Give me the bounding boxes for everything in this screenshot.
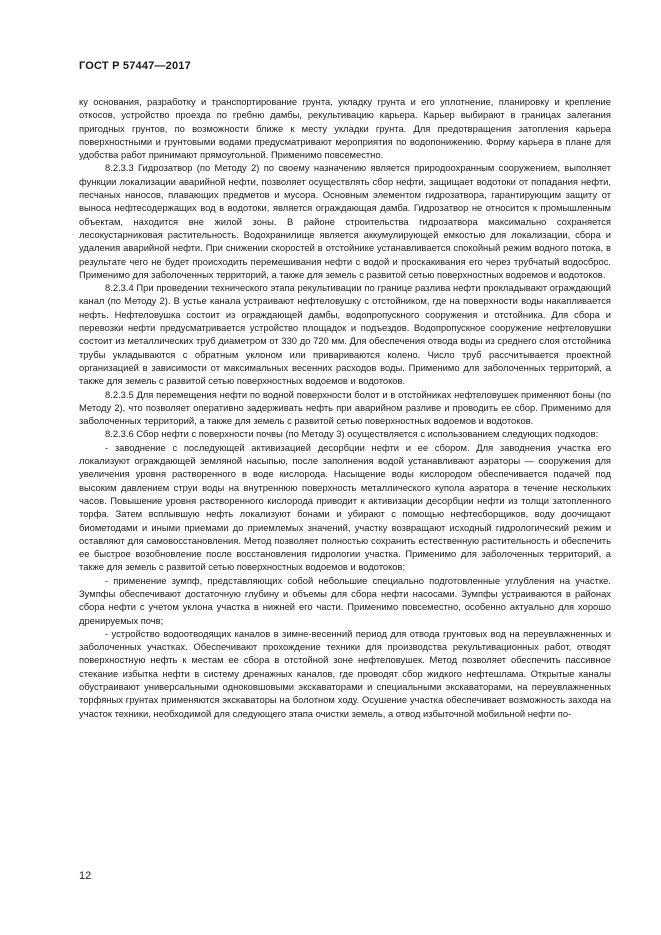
list-item-drainage-channels: - устройство водоотводящих каналов в зимне-весенний период для отвода грунтовых вод на переувлажненных и заболоченных участках. Обеспечивают прохождение техники для производства рекультивационных работ, отводят поверхностную нефть к местам ее сбора в отстойной зоне нефтеловушек. Метод позволяет обеспечить пассивное стекание избытка нефти в систему дренажных каналов, где проводят сбор жидкого нефтешлама. Открытые каналы обустраивают универсальными одноковшовыми экскаваторами и специальными экскаваторами, на переувлажненных торфяных грунтах применяются экскаваторы на болотном ходу. Осушение участка обеспечивает возможность захода на участок техники, необходимой для следующего этапа очистки земель, а отвод избыточной мобильной нефти по- <box>79 627 611 719</box>
document-body <box>79 95 611 720</box>
document-standard-number: ГОСТ Р 57447—2017 <box>79 60 191 72</box>
paragraph-8-2-3-5: 8.2.3.5 Для перемещения нефти по водной поверхности болот и в отстойниках нефтеловушек применяют боны (по Методу 2), что позволяет оперативно задерживать нефть при аварийном разливе и проводить ее сбор. Применимо для заболоченных территорий, а также для земель с развитой сетью поверхностных водоемов и водотоков. <box>79 388 611 427</box>
paragraph-continuation: ку основания, разработку и транспортирование грунта, укладку грунта и его уплотнение, планировку и крепление откосов, устройство проезда по гребню дамбы, рекультивацию карьера. Карьер выбирают в границах залегания пригодных грунтов, по возможности ближе к месту укладки грунта. Для предотвращения затопления карьера поверхностными и грунтовыми водами предусматривают мероприятия по водопонижению. Форму карьера в плане для удобства работ принимают прямоугольной. Применимо повсеместно. <box>79 96 611 161</box>
paragraph-8-2-3-4: 8.2.3.4 При проведении технического этапа рекультивации по границе разлива нефти прокладывают ограждающий канал (по Методу 2). В устье канала устраивают нефтеловушку с отстойником, где на поверхности воды накапливается нефть. Нефтеловушка состоит из ограждающей дамбы, водопропускного сооружения и отстойника. Для сбора и перевозки нефти предусматривается устройство площадок и подъездов. Водопропускное сооружение нефтеловушки состоит из металлических труб диаметром от 330 до 720 мм. Для обеспечения отвода воды из среднего слоя отстойника трубы укладываются с обратным уклоном или привариваются колено. Число труб рассчитывается проектной организацией в зависимости от максимальных весенних расходов воды. Применимо для заболоченных территорий, а также для земель с развитой сетью поверхностных водоемов и водотоков. <box>79 282 611 387</box>
page-number: 12 <box>79 870 92 882</box>
list-item-sumps: - применение зумпф, представляющих собой небольшие специально подготовленные углубления на участке. Зумпфы обеспечивают достаточную глубину и объемы для сбора нефти насосами. Зумпфы устраиваются в районах сбора нефти с учетом уклона участка в нижней его части. Применимо повсеместно, особенно актуально для хорошо дренируемых почв; <box>79 574 611 626</box>
list-item-flooding: - заводнение с последующей активизацией десорбции нефти и ее сбором. Для заводнения участка его локализуют ограждающей земляной насыпью, после заполнения водой устанавливают аэраторы — сооружения для увеличения уровня растворенного в воде кислорода. Насыщение воды кислородом обеспечивается подачей под высоким давлением струи воды на внутреннюю поверхность металлического купола аэратора в течение нескольких часов. Повышение уровня растворенного кислорода приводит к активизации десорбции нефти из толщи затопленного торфа. Затем всплывшую нефть локализуют бонами и убирают с помощью нефтесборщиков, воду доочищают биометодами и иными приемами до приемлемых значений, участку возвращают исходный гидрологический режим и оставляют для самовосстановления. Метод позволяет полностью сохранить естественную растительность и обеспечить ее быстрое возобновление после восстановления гидрологии участка. Применимо для заболоченных территорий, а также для земель с развитой сетью поверхностных водоемов и водотоков; <box>79 441 611 573</box>
paragraph-8-2-3-6: 8.2.3.6 Сбор нефти с поверхности почвы (по Методу 3) осуществляется с использованием следующих подходов: <box>105 428 599 440</box>
paragraph-8-2-3-3: 8.2.3.3 Гидрозатвор (по Методу 2) по своему назначению является природоохранным сооружением, выполняет функции локализации аварийной нефти, позволяет осуществлять сбор нефти, защищает водотоки от попадания нефти, песчаных наносов, плавающих предметов и мусора. Основным элементом гидрозатвора, гарантирующим защиту от выноса нефтесодержащих вод в водотоки, является ограждающая дамба. Гидрозатвор не относится к промышленным объектам, находится вне жилой зоны. В районе строительства гидрозатвора максимально сохраняется лесокустарниковая растительность. Водохранилище является аккумулирующей емкостью для локализации, сбора и удаления аварийной нефти. При снижении скоростей в отстойнике устанавливается спокойный режим водного потока, в результате чего не будет происходить перемешивания нефти с водой и проскакивания его через трубчатый водосброс. Применимо для заболоченных территорий, а также для земель с развитой сетью поверхностных водоемов и водотоков. <box>79 162 611 280</box>
